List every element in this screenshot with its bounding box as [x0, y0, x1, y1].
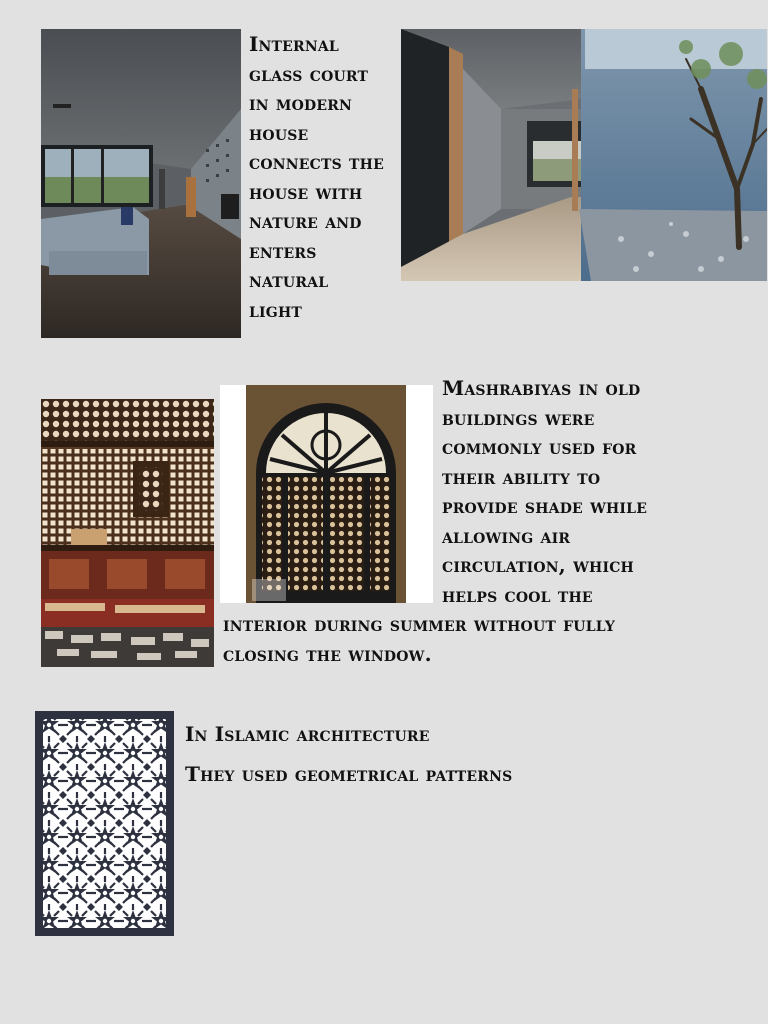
- caption-line: natural: [249, 268, 329, 292]
- arched-mashrabiya-window-photo: [220, 385, 433, 603]
- caption-line: allowing air: [442, 523, 571, 548]
- modern-living-room-photo: [41, 29, 241, 338]
- caption-line: commonly used for: [442, 435, 637, 459]
- islamic-architecture-caption: [185, 720, 512, 789]
- mashrabiya-room-photo: [41, 399, 214, 667]
- caption-line: Internal: [249, 32, 339, 56]
- caption-line: light: [249, 297, 302, 322]
- caption-line: circulation, which: [442, 553, 634, 577]
- caption-line: house with: [249, 179, 363, 204]
- caption-line: In Islamic architecture: [185, 722, 430, 746]
- caption-line: their ability to: [442, 464, 601, 489]
- caption-line: connects the: [249, 150, 384, 174]
- caption-line: closing the window.: [223, 641, 432, 666]
- caption-line: house: [249, 120, 309, 145]
- caption-line: provide shade while: [442, 494, 648, 518]
- caption-line: glass court: [249, 61, 369, 86]
- mashrabiya-caption: [442, 374, 647, 610]
- caption-line: helps cool the: [442, 582, 593, 607]
- caption-line: Mashrabiyas in old: [442, 376, 641, 400]
- glass-court-caption: [249, 30, 384, 325]
- caption-line: buildings were: [442, 405, 595, 430]
- caption-line: interior during summer without fully: [223, 612, 616, 636]
- mashrabiya-caption-continued: [223, 610, 615, 669]
- caption-line: They used geometrical patterns: [185, 761, 513, 786]
- caption-line: nature and: [249, 209, 362, 233]
- caption-line: enters: [249, 238, 317, 263]
- geometric-pattern-panel-image: [35, 711, 174, 936]
- caption-line: in modern: [249, 91, 353, 115]
- glass-court-corridor-photo: [401, 29, 767, 281]
